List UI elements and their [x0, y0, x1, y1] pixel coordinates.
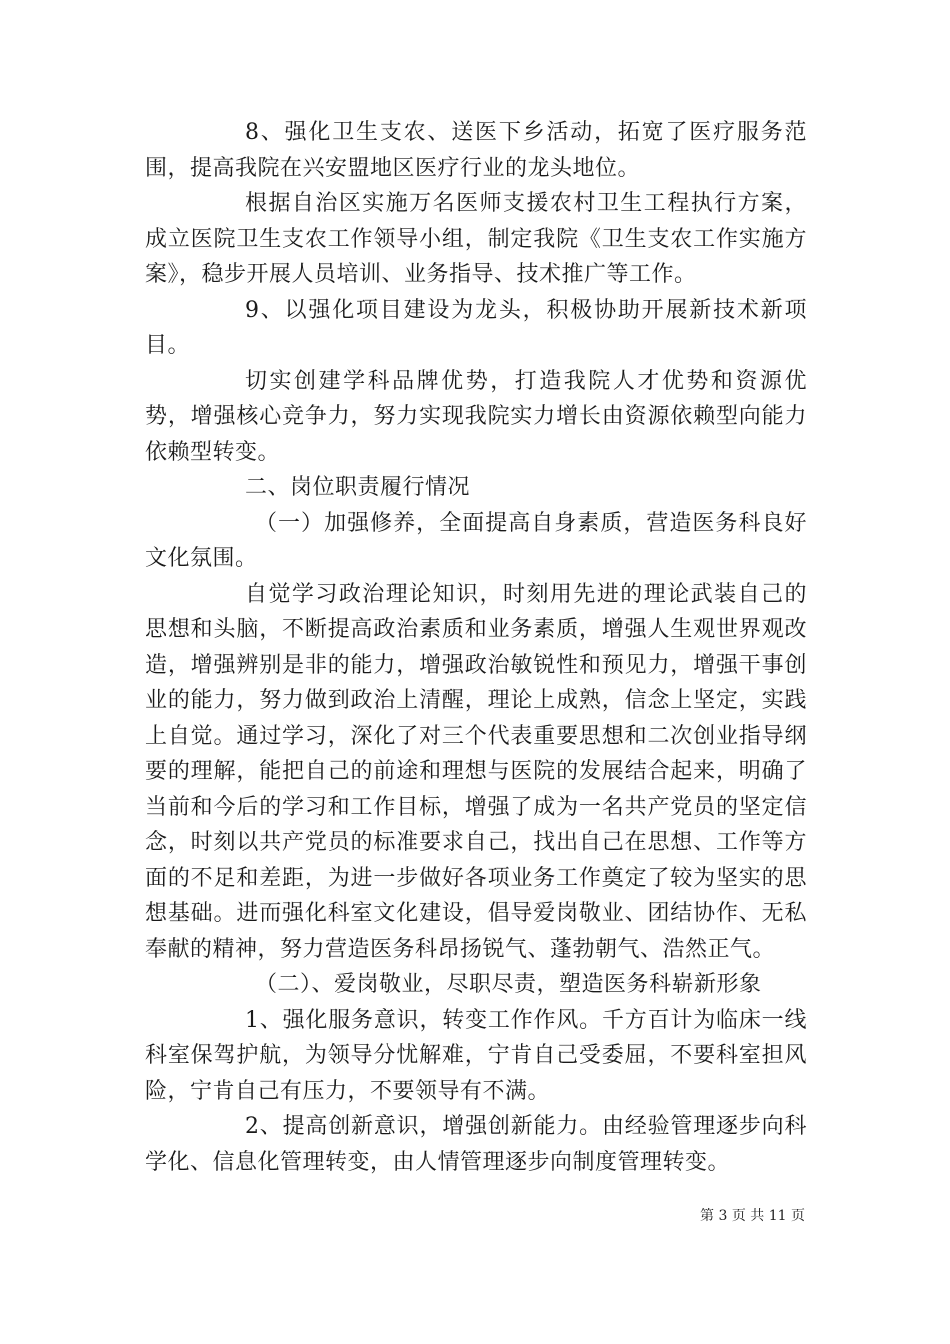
- section-heading-duties: 二、岗位职责履行情况: [245, 475, 471, 500]
- subheading-dedication: （二）、爱岗敬业，尽职尽责，塑造医务科崭新形象: [255, 972, 762, 997]
- paragraph-item-8: 8、强化卫生支农、送医下乡活动，拓宽了医疗服务范围，提高我院在兴安盟地区医疗行业的龙头地位。: [145, 120, 807, 181]
- subheading-self-cultivation: （一）加强修养，全面提高自身素质，营造医务科良好文化氛围。: [145, 510, 807, 571]
- paragraph-service-awareness: 1、强化服务意识，转变工作作风。千方百计为临床一线科室保驾护航，为领导分忧解难，宁肯自己受委屈，不要科室担风险，宁肯自己有压力，不要领导有不满。: [145, 1007, 807, 1104]
- paragraph-innovation: 2、提高创新意识，增强创新能力。由经验管理逐步向科学化、信息化管理转变，由人情管理逐步向制度管理转变。: [145, 1114, 807, 1175]
- paragraph-discipline-brand: 切实创建学科品牌优势，打造我院人才优势和资源优势，增强核心竞争力，努力实现我院实力增长由资源依赖型向能力依赖型转变。: [145, 368, 807, 465]
- paragraph-political-study: 自觉学习政治理论知识，时刻用先进的理论武装自己的思想和头脑，不断提高政治素质和业务素质，增强人生观世界观改造，增强辨别是非的能力，增强政治敏锐性和预见力，增强干事创业的能力，努力做到政治上清醒，理论上成熟，信念上坚定，实践上自觉。通过学习，深化了对三个代表重要思想和二次创业指导纲要的理解，能把自己的前途和理想与医院的发展结合起来，明确了当前和今后的学习和工作目标，增强了成为一名共产党员的坚定信念，时刻以共产党员的标准要求自己，找出自己在思想、工作等方面的不足和差距，为进一步做好各项业务工作奠定了较为坚实的思想基础。进而强化科室文化建设，倡导爱岗敬业、团结协作、无私奉献的精神，努力营造医务科昂扬锐气、蓬勃朝气、浩然正气。: [145, 581, 807, 962]
- page-number-footer: 第 3 页 共 11 页: [700, 1208, 805, 1224]
- paragraph-rural-support: 根据自治区实施万名医师支援农村卫生工程执行方案，成立医院卫生支农工作领导小组，制定我院《卫生支农工作实施方案》，稳步开展人员培训、业务指导、技术推广等工作。: [145, 191, 807, 287]
- paragraph-item-9: 9、以强化项目建设为龙头，积极协助开展新技术新项目。: [145, 297, 807, 358]
- document-page: [145, 115, 807, 1180]
